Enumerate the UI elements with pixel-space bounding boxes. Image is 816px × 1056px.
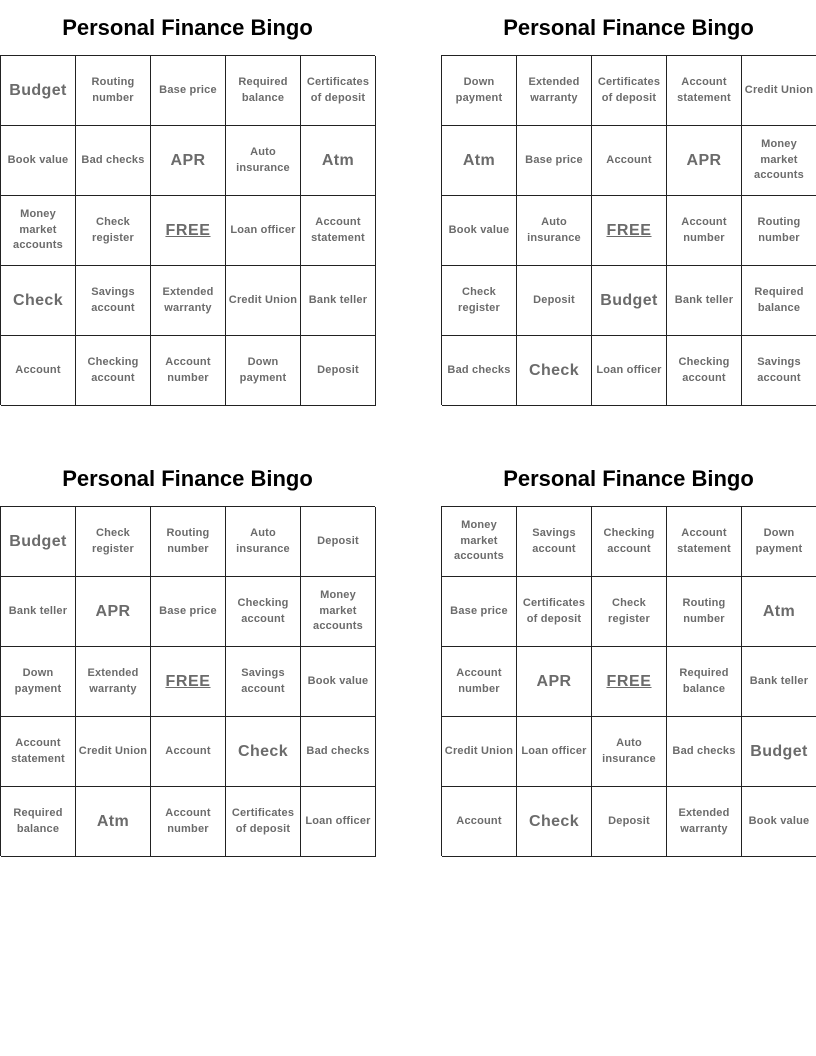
bingo-cell: Credit Union bbox=[226, 266, 301, 336]
bingo-cell: Bad checks bbox=[301, 717, 376, 787]
bingo-cell: Checking account bbox=[226, 577, 301, 647]
bingo-cell: Budget bbox=[1, 56, 76, 126]
bingo-cell: Certificates of deposit bbox=[517, 577, 592, 647]
bingo-cell: Account bbox=[442, 787, 517, 857]
bingo-cell: Check register bbox=[76, 507, 151, 577]
free-space-cell: FREE bbox=[592, 647, 667, 717]
bingo-cell: Certificates of deposit bbox=[301, 56, 376, 126]
bingo-cell: Base price bbox=[442, 577, 517, 647]
bingo-cell: Certificates of deposit bbox=[226, 787, 301, 857]
bingo-cell: Routing number bbox=[742, 196, 816, 266]
bingo-cell: Loan officer bbox=[226, 196, 301, 266]
bingo-cell: Account number bbox=[151, 336, 226, 406]
bingo-grid bbox=[441, 506, 816, 856]
bingo-cell: APR bbox=[667, 126, 742, 196]
bingo-cell: Bad checks bbox=[667, 717, 742, 787]
bingo-cell: Money market accounts bbox=[742, 126, 816, 196]
free-space-cell: FREE bbox=[151, 647, 226, 717]
bingo-cell: Base price bbox=[517, 126, 592, 196]
bingo-cell: Account statement bbox=[301, 196, 376, 266]
bingo-cell: Routing number bbox=[667, 577, 742, 647]
bingo-cell: Down payment bbox=[442, 56, 517, 126]
bingo-cell: Bank teller bbox=[742, 647, 816, 717]
bingo-card-4 bbox=[441, 461, 816, 856]
card-title: Personal Finance Bingo bbox=[62, 466, 313, 491]
bingo-cell: APR bbox=[76, 577, 151, 647]
free-space-cell: FREE bbox=[592, 196, 667, 266]
bingo-cell: Account statement bbox=[1, 717, 76, 787]
card-title: Personal Finance Bingo bbox=[503, 15, 754, 40]
bingo-cell: Checking account bbox=[592, 507, 667, 577]
bingo-cell: Checking account bbox=[76, 336, 151, 406]
bingo-cell: Book value bbox=[442, 196, 517, 266]
bingo-cell: Account statement bbox=[667, 56, 742, 126]
bingo-cell: Atm bbox=[742, 577, 816, 647]
card-title: Personal Finance Bingo bbox=[62, 15, 313, 40]
bingo-cell: Check bbox=[1, 266, 76, 336]
bingo-cell: Required balance bbox=[667, 647, 742, 717]
bingo-cell: Money market accounts bbox=[301, 577, 376, 647]
bingo-grid bbox=[0, 55, 375, 405]
bingo-grid bbox=[0, 506, 375, 856]
bingo-cell: Down payment bbox=[226, 336, 301, 406]
free-space-cell: FREE bbox=[151, 196, 226, 266]
bingo-cell: Bank teller bbox=[1, 577, 76, 647]
card-title: Personal Finance Bingo bbox=[503, 466, 754, 491]
bingo-cell: Account statement bbox=[667, 507, 742, 577]
bingo-cell: Check register bbox=[442, 266, 517, 336]
bingo-cell: Savings account bbox=[226, 647, 301, 717]
bingo-grid bbox=[441, 55, 816, 405]
bingo-cell: Bad checks bbox=[76, 126, 151, 196]
bingo-cell: Check bbox=[517, 336, 592, 406]
bingo-cell: Savings account bbox=[76, 266, 151, 336]
bingo-cell: APR bbox=[151, 126, 226, 196]
bingo-cell: Auto insurance bbox=[517, 196, 592, 266]
bingo-cell: Check bbox=[517, 787, 592, 857]
bingo-cell: Extended warranty bbox=[151, 266, 226, 336]
bingo-cell: Account number bbox=[151, 787, 226, 857]
bingo-cell: Routing number bbox=[151, 507, 226, 577]
bingo-cell: Budget bbox=[592, 266, 667, 336]
bingo-cell: Budget bbox=[742, 717, 816, 787]
bingo-cell: APR bbox=[517, 647, 592, 717]
bingo-cell: Extended warranty bbox=[76, 647, 151, 717]
bingo-card-2 bbox=[441, 10, 816, 405]
bingo-cell: Book value bbox=[301, 647, 376, 717]
bingo-cell: Deposit bbox=[592, 787, 667, 857]
bingo-cell: Check bbox=[226, 717, 301, 787]
bingo-cell: Money market accounts bbox=[442, 507, 517, 577]
bingo-cell: Book value bbox=[742, 787, 816, 857]
bingo-cell: Credit Union bbox=[742, 56, 816, 126]
bingo-cell: Atm bbox=[301, 126, 376, 196]
bingo-cell: Atm bbox=[76, 787, 151, 857]
bingo-card-3 bbox=[0, 461, 375, 856]
bingo-cell: Credit Union bbox=[76, 717, 151, 787]
bingo-cell: Account bbox=[151, 717, 226, 787]
bingo-cell: Auto insurance bbox=[226, 126, 301, 196]
bingo-cell: Extended warranty bbox=[667, 787, 742, 857]
bingo-cell: Account number bbox=[442, 647, 517, 717]
bingo-cell: Account bbox=[1, 336, 76, 406]
bingo-cell: Book value bbox=[1, 126, 76, 196]
bingo-cell: Loan officer bbox=[517, 717, 592, 787]
bingo-cell: Money market accounts bbox=[1, 196, 76, 266]
bingo-cell: Bad checks bbox=[442, 336, 517, 406]
bingo-cell: Loan officer bbox=[592, 336, 667, 406]
bingo-cell: Check register bbox=[76, 196, 151, 266]
bingo-cell: Required balance bbox=[1, 787, 76, 857]
bingo-cell: Deposit bbox=[301, 507, 376, 577]
bingo-cell: Certificates of deposit bbox=[592, 56, 667, 126]
bingo-cell: Savings account bbox=[742, 336, 816, 406]
bingo-cell: Budget bbox=[1, 507, 76, 577]
bingo-cell: Bank teller bbox=[667, 266, 742, 336]
bingo-cell: Required balance bbox=[742, 266, 816, 336]
bingo-cell: Extended warranty bbox=[517, 56, 592, 126]
bingo-cell: Down payment bbox=[1, 647, 76, 717]
bingo-cell: Check register bbox=[592, 577, 667, 647]
bingo-cell: Account bbox=[592, 126, 667, 196]
bingo-cell: Bank teller bbox=[301, 266, 376, 336]
bingo-cell: Loan officer bbox=[301, 787, 376, 857]
bingo-cell: Auto insurance bbox=[226, 507, 301, 577]
bingo-cell: Credit Union bbox=[442, 717, 517, 787]
bingo-cell: Savings account bbox=[517, 507, 592, 577]
bingo-cell: Base price bbox=[151, 56, 226, 126]
bingo-cell: Account number bbox=[667, 196, 742, 266]
bingo-cell: Deposit bbox=[301, 336, 376, 406]
bingo-cell: Base price bbox=[151, 577, 226, 647]
bingo-cell: Required balance bbox=[226, 56, 301, 126]
bingo-cell: Checking account bbox=[667, 336, 742, 406]
bingo-cell: Atm bbox=[442, 126, 517, 196]
bingo-cell: Auto insurance bbox=[592, 717, 667, 787]
bingo-cell: Routing number bbox=[76, 56, 151, 126]
bingo-card-1 bbox=[0, 10, 375, 405]
bingo-cell: Down payment bbox=[742, 507, 816, 577]
bingo-cell: Deposit bbox=[517, 266, 592, 336]
